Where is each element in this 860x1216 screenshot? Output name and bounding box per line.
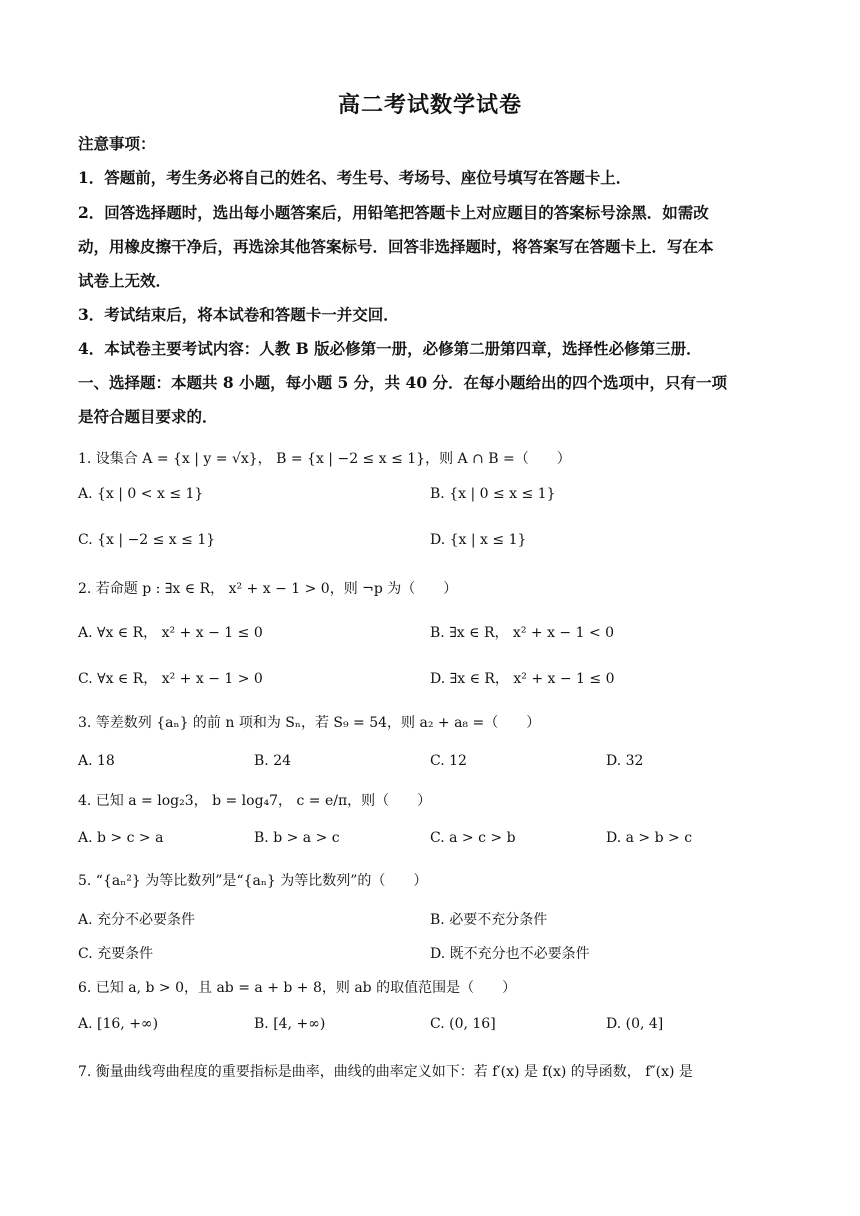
q2-option-c: C. ∀x ∈ R， x² + x − 1 > 0 <box>78 671 263 687</box>
q4-option-a: A. b > c > a <box>78 830 164 846</box>
q3-option-d: D. 32 <box>606 753 644 769</box>
q4-option-d: D. a > b > c <box>606 830 693 846</box>
question-3-stem: 3. 等差数列 {aₙ} 的前 n 项和为 Sₙ，若 S₉ = 54，则 a₂ + a₈ =（ ） <box>78 715 541 731</box>
notice-item-4: 4．本试卷主要考试内容：人教 B 版必修第一册，必修第二册第四章，选择性必修第三册． <box>78 339 702 358</box>
section-heading: 一、选择题：本题共 8 小题，每小题 5 分，共 40 分．在每小题给出的四个选项中，只有一项 <box>78 373 728 392</box>
q1-option-a: A. {x | 0 < x ≤ 1} <box>78 486 204 502</box>
q2-option-a: A. ∀x ∈ R， x² + x − 1 ≤ 0 <box>78 625 263 641</box>
question-5-stem: 5. “{aₙ²} 为等比数列”是“{aₙ} 为等比数列”的（ ） <box>78 873 428 889</box>
q1-option-b: B. {x | 0 ≤ x ≤ 1} <box>430 486 556 502</box>
q5-option-b: B. 必要不充分条件 <box>430 912 548 928</box>
q6-option-c: C. (0, 16] <box>430 1016 496 1032</box>
q5-option-c: C. 充要条件 <box>78 946 154 962</box>
q5-option-a: A. 充分不必要条件 <box>78 912 196 928</box>
q3-option-c: C. 12 <box>430 753 467 769</box>
q1-option-d: D. {x | x ≤ 1} <box>430 532 527 548</box>
question-4-stem: 4. 已知 a = log₂3， b = log₄7， c = e/π，则（ ） <box>78 793 432 809</box>
notice-item-2-cont: 动，用橡皮擦干净后，再选涂其他答案标号．回答非选择题时，将答案写在答题卡上．写在本 <box>78 237 714 256</box>
q6-option-b: B. [4, +∞) <box>254 1016 326 1032</box>
q2-option-d: D. ∃x ∈ R， x² + x − 1 ≤ 0 <box>430 671 615 687</box>
q4-option-c: C. a > c > b <box>430 830 516 846</box>
question-6-stem: 6. 已知 a, b > 0，且 ab = a + b + 8，则 ab 的取值范围是（ ） <box>78 980 517 996</box>
notice-item-2-cont2: 试卷上无效． <box>78 271 172 290</box>
q6-option-d: D. (0, 4] <box>606 1016 664 1032</box>
q4-option-b: B. b > a > c <box>254 830 340 846</box>
notice-item-3: 3．考试结束后，将本试卷和答题卡一并交回． <box>78 305 399 324</box>
question-2-stem: 2. 若命题 p : ∃x ∈ R， x² + x − 1 > 0，则 ¬p 为（ ） <box>78 581 458 597</box>
question-1-stem: 1. 设集合 A = {x | y = √x}， B = {x | −2 ≤ x ≤ 1}，则 A ∩ B =（ ） <box>78 451 571 467</box>
q3-option-b: B. 24 <box>254 753 292 769</box>
question-7-stem: 7. 衡量曲线弯曲程度的重要指标是曲率，曲线的曲率定义如下：若 f′(x) 是 f(x) 的导函数， f″(x) 是 <box>78 1064 693 1080</box>
q5-option-d: D. 既不充分也不必要条件 <box>430 946 590 962</box>
q6-option-a: A. [16, +∞) <box>78 1016 159 1032</box>
q1-option-c: C. {x | −2 ≤ x ≤ 1} <box>78 532 216 548</box>
notice-heading: 注意事项： <box>78 134 156 153</box>
notice-item-2: 2．回答选择题时，选出每小题答案后，用铅笔把答题卡上对应题目的答案标号涂黑．如需改 <box>78 203 709 222</box>
section-heading-cont: 是符合题目要求的． <box>78 407 218 426</box>
notice-item-1: 1．答题前，考生务必将自己的姓名、考生号、考场号、座位号填写在答题卡上． <box>78 168 632 187</box>
q2-option-b: B. ∃x ∈ R， x² + x − 1 < 0 <box>430 625 615 641</box>
exam-title: 高二考试数学试卷 <box>337 92 522 118</box>
q3-option-a: A. 18 <box>78 753 115 769</box>
